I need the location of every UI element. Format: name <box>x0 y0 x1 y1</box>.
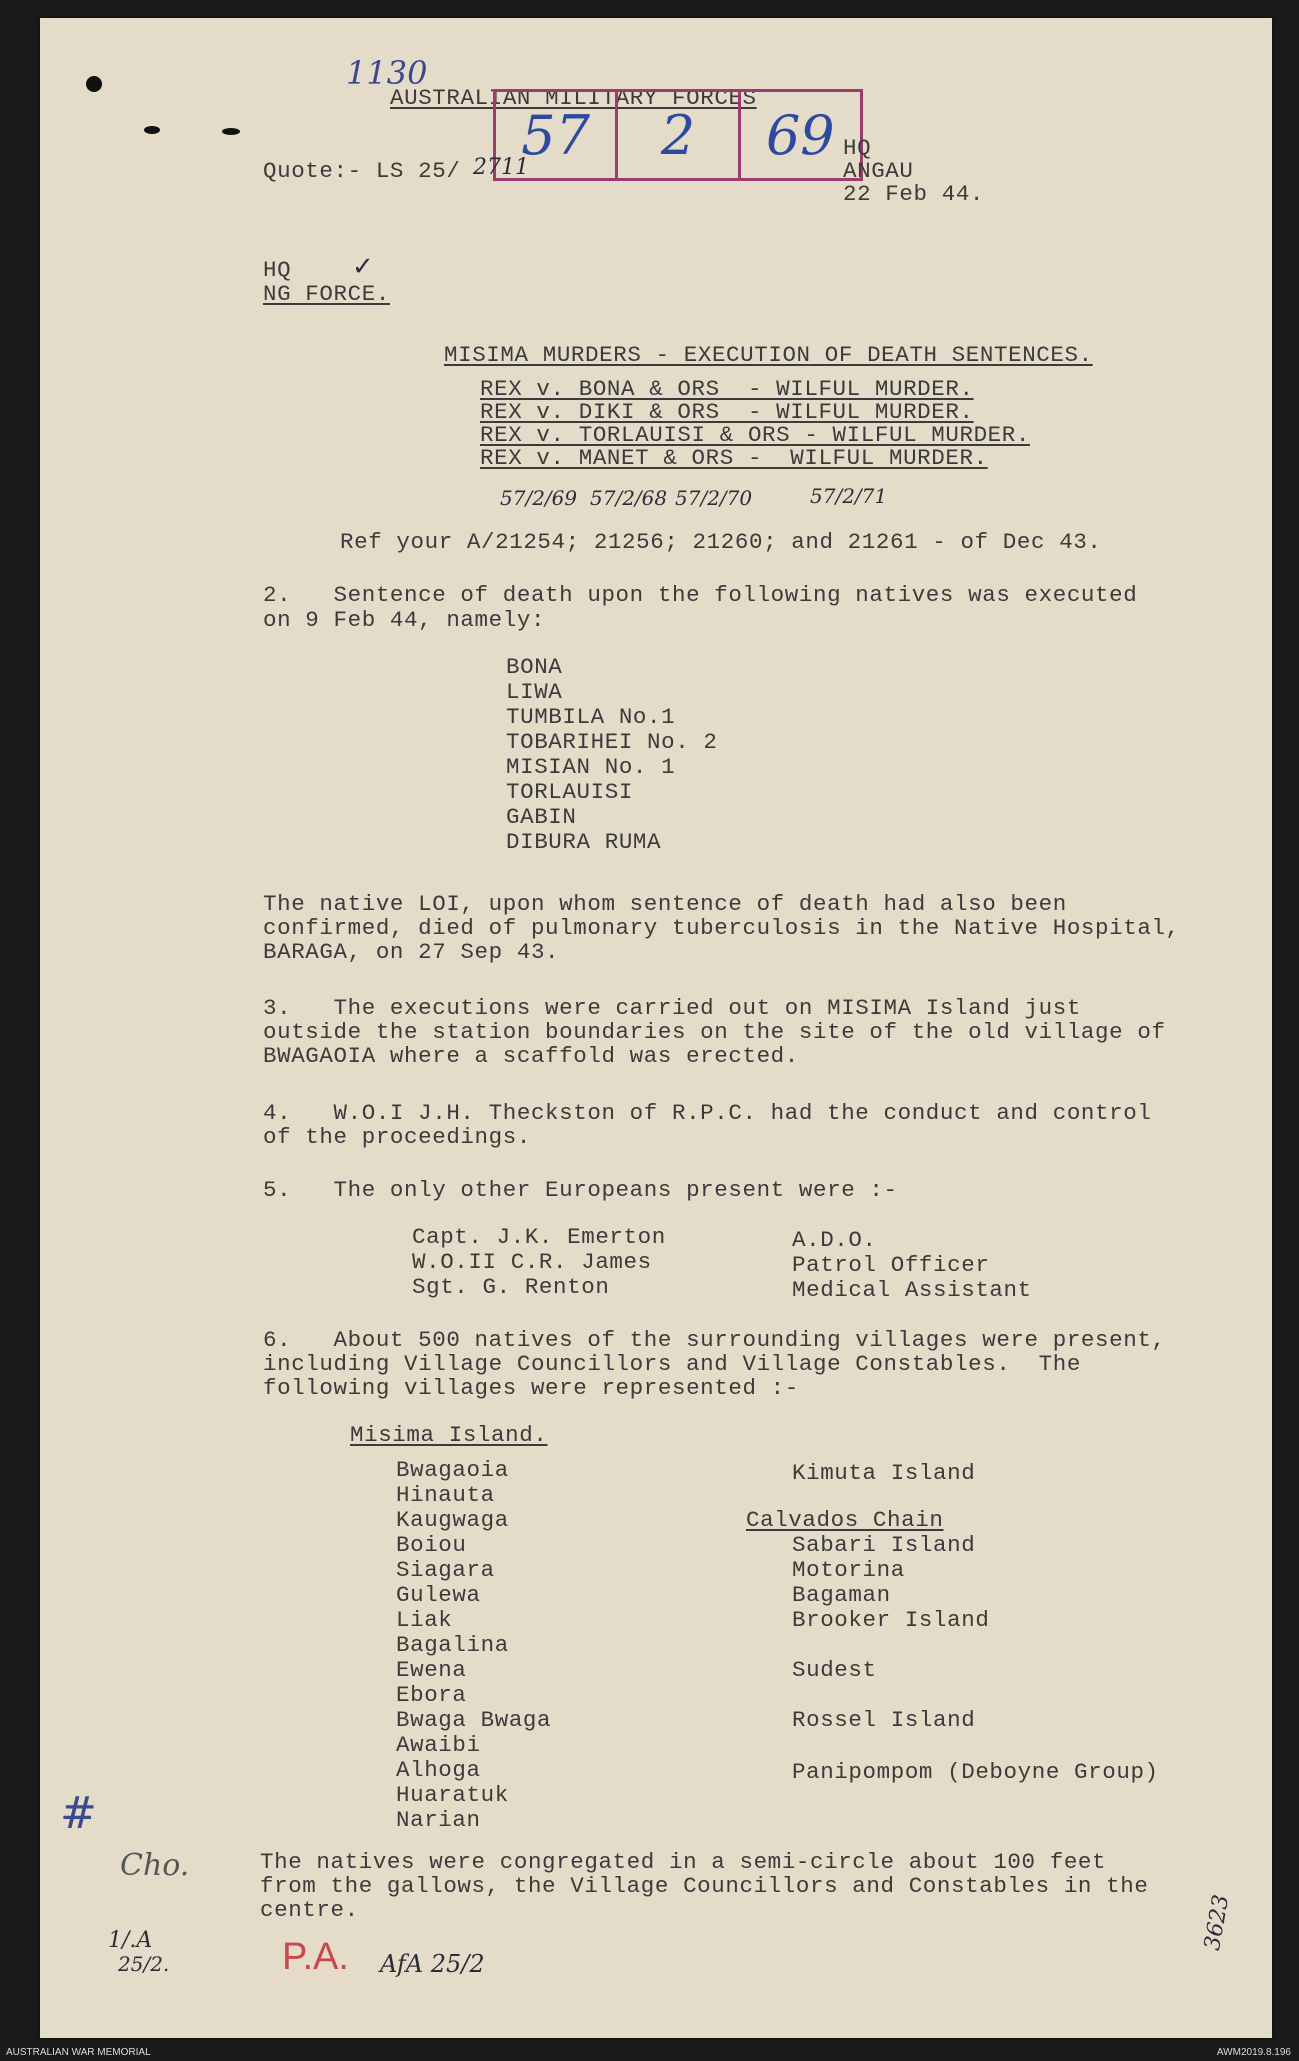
case-line: REX v. BONA & ORS - WILFUL MURDER. <box>480 376 974 402</box>
paragraph-6-line: including Village Councillors and Village Constables. The <box>263 1351 1081 1377</box>
misima-heading: Misima Island. <box>350 1422 548 1448</box>
footer-right: AWM2019.8.196 <box>1216 2047 1291 2058</box>
quote-handwritten: 2711 <box>473 155 529 180</box>
stamp-cell: 69 <box>765 103 835 167</box>
ink-blot <box>144 126 160 134</box>
loi-paragraph-line: confirmed, died of pulmonary tuberculosis in the Native Hospital, <box>263 915 1180 941</box>
calvados-heading: Calvados Chain <box>746 1507 944 1533</box>
ink-blot <box>86 76 102 92</box>
paragraph-5: 5. The only other Europeans present were :- <box>263 1177 898 1203</box>
village: Siagara <box>396 1557 495 1583</box>
tick-mark: ✓ <box>352 252 374 282</box>
closing-line: centre. <box>260 1897 359 1923</box>
cho-note: Cho. <box>120 1848 190 1883</box>
executed-name: MISIAN No. 1 <box>506 754 676 780</box>
pa-note: P.A. <box>282 1936 349 1978</box>
paragraph-6-line: following villages were represented :- <box>263 1375 799 1401</box>
file-ref: 57/2/71 <box>810 484 888 508</box>
village: Boiou <box>396 1532 467 1558</box>
margin-date: 25/2. <box>118 1952 170 1976</box>
letter-date: 22 Feb 44. <box>843 181 985 207</box>
margin-mark: # <box>60 1788 97 1839</box>
registry-stamp <box>493 89 863 181</box>
calvados-island: Motorina <box>792 1557 905 1583</box>
executed-name: GABIN <box>506 804 577 830</box>
village: Ebora <box>396 1682 467 1708</box>
village: Kaugwaga <box>396 1507 509 1533</box>
paragraph-3-line: outside the station boundaries on the site of the old village of <box>263 1019 1166 1045</box>
village: Huaratuk <box>396 1782 509 1808</box>
margin-initials: 1/.A <box>108 1928 153 1953</box>
calvados-island: Sabari Island <box>792 1532 976 1558</box>
addressee-hq: HQ <box>263 257 292 283</box>
loi-paragraph-line: The native LOI, upon whom sentence of death had also been <box>263 891 1067 917</box>
stamp-cell: 2 <box>618 92 740 178</box>
case-line: REX v. MANET & ORS - WILFUL MURDER. <box>480 445 988 471</box>
angau-line: ANGAU <box>843 158 914 184</box>
addressee-force: NG FORCE. <box>263 281 390 307</box>
ink-blot <box>222 128 240 135</box>
village: Hinauta <box>396 1482 495 1508</box>
closing-line: The natives were congregated in a semi-circle about 100 feet <box>260 1849 1107 1875</box>
executed-name: TUMBILA No.1 <box>506 704 676 730</box>
village: Bwaga Bwaga <box>396 1707 552 1733</box>
sudest: Sudest <box>792 1657 877 1683</box>
executed-name: DIBURA RUMA <box>506 829 662 855</box>
executed-name: TOBARIHEI No. 2 <box>506 729 718 755</box>
quote-reference: Quote:- LS 25/ <box>263 158 461 184</box>
closing-line: from the gallows, the Village Councillors and Constables in the <box>260 1873 1149 1899</box>
paragraph-3-line: BWAGAOIA where a scaffold was erected. <box>263 1043 799 1069</box>
village: Bwagaoia <box>396 1457 509 1483</box>
reference-line: Ref your A/21254; 21256; 21260; and 21261 - of Dec 43. <box>340 529 1102 555</box>
case-line: REX v. TORLAUISI & ORS - WILFUL MURDER. <box>480 422 1030 448</box>
stamp-cell: 57 <box>496 92 618 178</box>
file-ref: 57/2/69 <box>500 486 578 510</box>
loi-paragraph-line: BARAGA, on 27 Sep 43. <box>263 939 560 965</box>
european-name: Capt. J.K. Emerton <box>412 1224 666 1250</box>
letterhead-title: AUSTRALIAN MILITARY FORCES <box>390 85 757 111</box>
village: Gulewa <box>396 1582 481 1608</box>
european-role: Patrol Officer <box>792 1252 990 1278</box>
document-page <box>40 18 1272 2038</box>
file-ref: 57/2/70 <box>675 486 753 510</box>
village: Alhoga <box>396 1757 481 1783</box>
subject-title: MISIMA MURDERS - EXECUTION OF DEATH SENTENCES. <box>444 342 1093 368</box>
european-role: Medical Assistant <box>792 1277 1032 1303</box>
paragraph-3-line: 3. The executions were carried out on MISIMA Island just <box>263 995 1081 1021</box>
paragraph-2-line: on 9 Feb 44, namely: <box>263 607 546 633</box>
pencil-number: 1130 <box>346 54 428 92</box>
village: Liak <box>396 1607 453 1633</box>
european-name: W.O.II C.R. James <box>412 1249 652 1275</box>
village: Narian <box>396 1807 481 1833</box>
village: Awaibi <box>396 1732 481 1758</box>
paragraph-4-line: of the proceedings. <box>263 1124 531 1150</box>
paragraph-2-line: 2. Sentence of death upon the following natives was executed <box>263 582 1138 608</box>
side-number: 3623 <box>1200 1892 1235 1953</box>
european-name: Sgt. G. Renton <box>412 1274 610 1300</box>
kimuta-island: Kimuta Island <box>792 1460 976 1486</box>
paragraph-4-line: 4. W.O.I J.H. Theckston of R.P.C. had the conduct and control <box>263 1100 1152 1126</box>
calvados-island: Bagaman <box>792 1582 891 1608</box>
afa-note: AfA 25/2 <box>380 1950 485 1978</box>
executed-name: LIWA <box>506 679 563 705</box>
footer-left: AUSTRALIAN WAR MEMORIAL <box>6 2047 151 2058</box>
case-line: REX v. DIKI & ORS - WILFUL MURDER. <box>480 399 974 425</box>
executed-name: BONA <box>506 654 563 680</box>
hq-line: HQ <box>843 135 872 161</box>
paragraph-6-line: 6. About 500 natives of the surrounding villages were present, <box>263 1327 1166 1353</box>
village: Ewena <box>396 1657 467 1683</box>
european-role: A.D.O. <box>792 1227 877 1253</box>
rossel-island: Rossel Island <box>792 1707 976 1733</box>
calvados-island: Brooker Island <box>792 1607 990 1633</box>
executed-name: TORLAUISI <box>506 779 633 805</box>
panipompom: Panipompom (Deboyne Group) <box>792 1759 1159 1785</box>
village: Bagalina <box>396 1632 509 1658</box>
file-ref: 57/2/68 <box>590 486 668 510</box>
